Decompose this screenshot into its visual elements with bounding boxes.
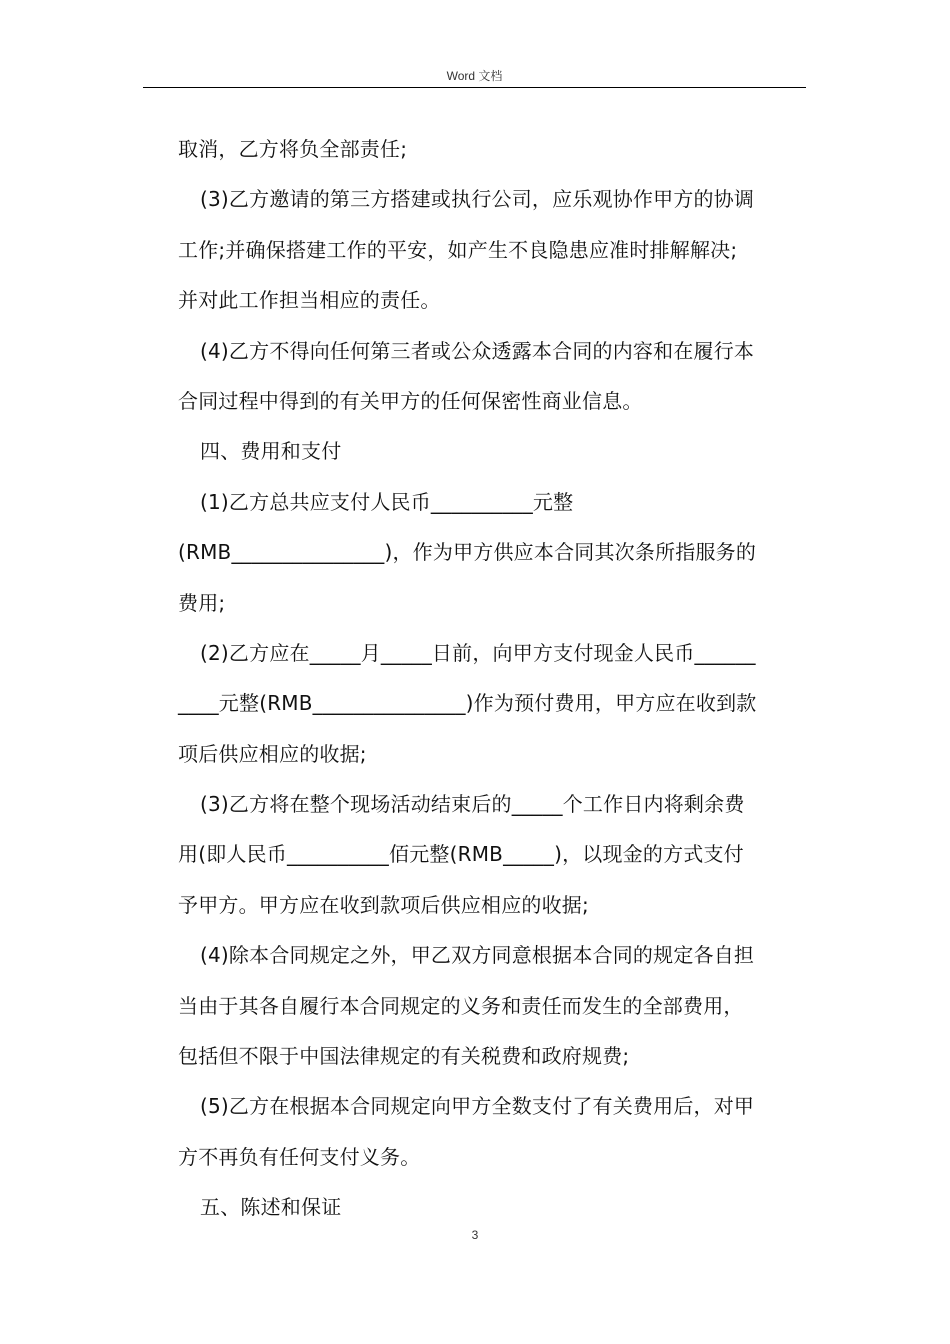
text-line: (5)乙方在根据本合同规定向甲方全数支付了有关费用后，对甲	[200, 1094, 755, 1119]
text-line: (RMB_______________)，作为甲方供应本合同其次条所指服务的	[178, 540, 757, 565]
text-line: (3)乙方将在整个现场活动结束后的_____个工作日内将剩余费	[200, 792, 745, 817]
header-divider	[143, 87, 806, 88]
text-line: (3)乙方邀请的第三方搭建或执行公司，应乐观协作甲方的协调	[200, 187, 755, 212]
text-line: 取消，乙方将负全部责任;	[178, 137, 408, 161]
text-line: 用(即人民币__________佰元整(RMB_____)，以现金的方式支付	[178, 842, 744, 867]
text-line: 当由于其各自履行本合同规定的义务和责任而发生的全部费用，	[178, 993, 744, 1018]
document-body	[178, 124, 804, 1233]
page-number: 3	[471, 1228, 479, 1242]
text-line: 项后供应相应的收据;	[178, 741, 367, 766]
text-line: 工作;并确保搭建工作的平安，如产生不良隐患应准时排解解决;	[178, 237, 738, 262]
page-header: Word 文档	[446, 69, 503, 83]
text-line: (4)乙方不得向任何第三者或公众透露本合同的内容和在履行本	[200, 338, 755, 363]
text-line: (4)除本合同规定之外，甲乙双方同意根据本合同的规定各自担	[200, 943, 755, 968]
text-line: 予甲方。甲方应在收到款项后供应相应的收据;	[178, 892, 589, 917]
text-line: (1)乙方总共应支付人民币__________元整	[200, 489, 574, 514]
text-line: 费用;	[178, 590, 226, 615]
section-heading: 四、费用和支付	[200, 439, 342, 464]
text-line: 并对此工作担当相应的责任。	[178, 288, 441, 313]
text-line: 方不再负有任何支付义务。	[178, 1144, 421, 1169]
text-line: 包括但不限于中国法律规定的有关税费和政府规费;	[178, 1044, 630, 1069]
section-heading: 五、陈述和保证	[200, 1195, 342, 1220]
text-line: (2)乙方应在_____月_____日前，向甲方支付现金人民币______	[200, 640, 756, 665]
text-line: 合同过程中得到的有关甲方的任何保密性商业信息。	[178, 388, 643, 413]
text-line: ____元整(RMB_______________)作为预付费用，甲方应在收到款	[178, 691, 757, 716]
